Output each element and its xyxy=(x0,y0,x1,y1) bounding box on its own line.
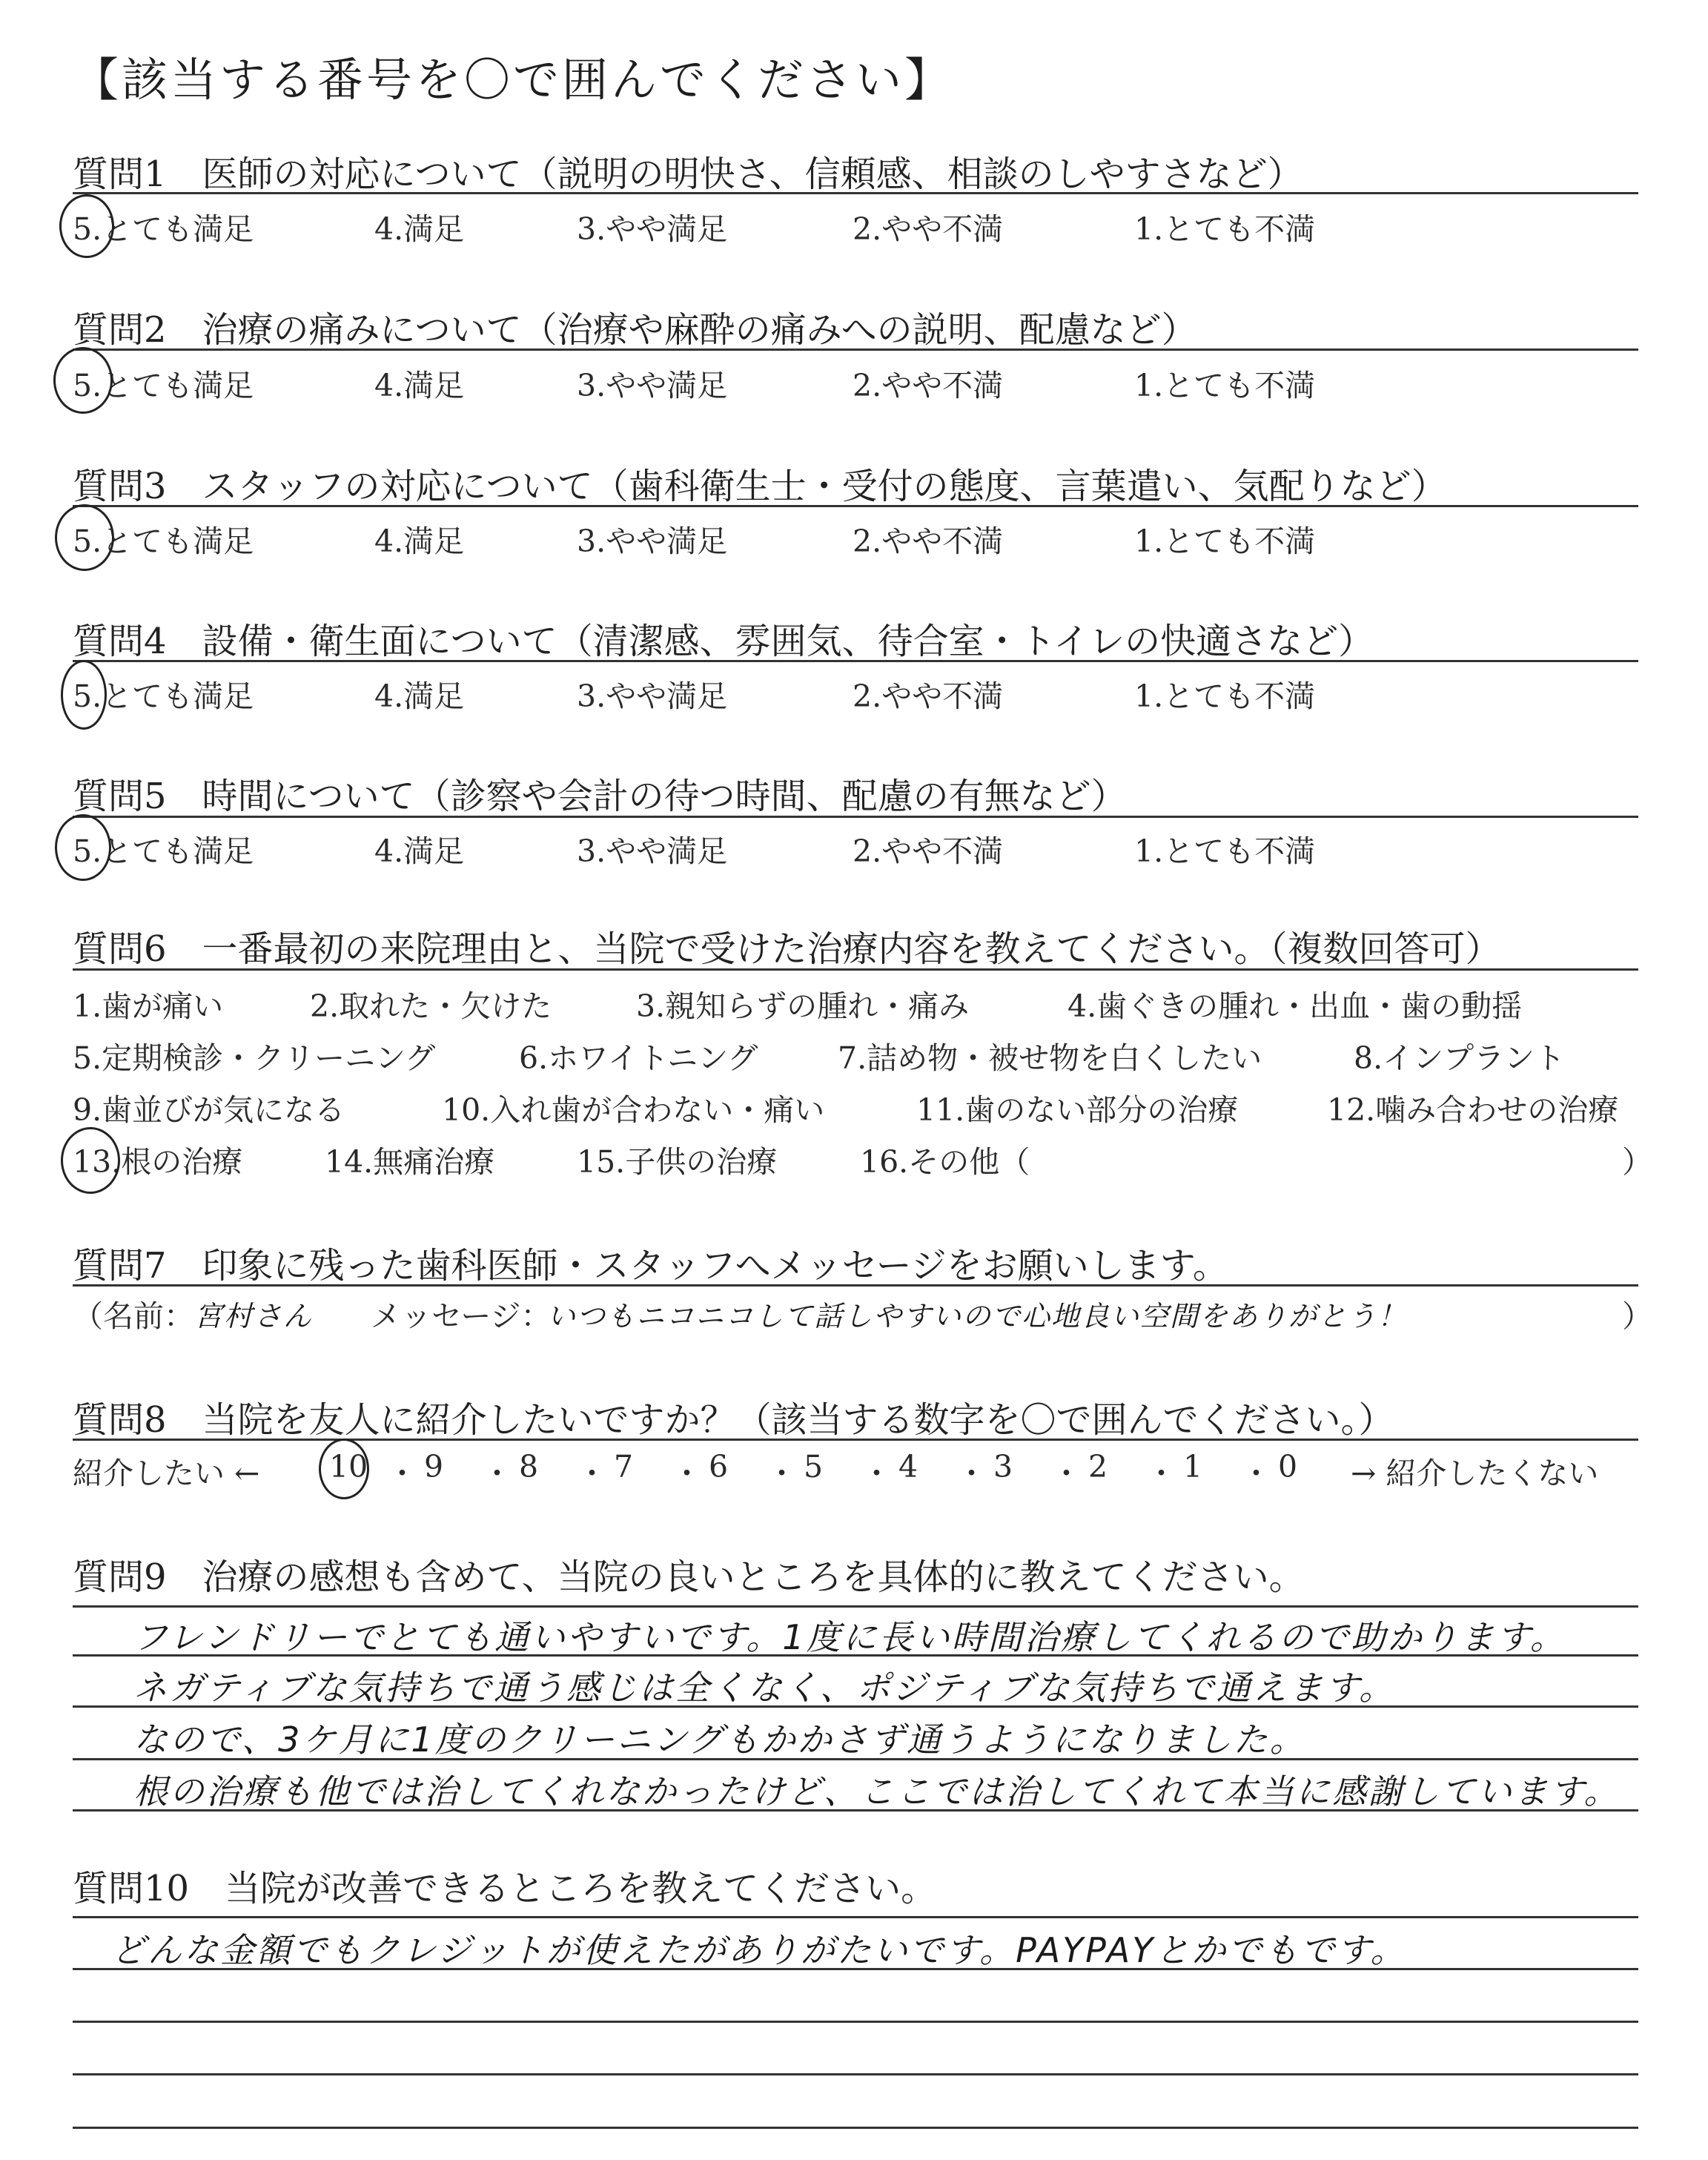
q1-selected-circle xyxy=(59,194,114,258)
q6-option-4[interactable]: 4.歯ぐきの腫れ・出血・歯の動揺 xyxy=(1068,988,1523,1024)
q8-scale-value-3[interactable]: 3 xyxy=(993,1449,1013,1484)
q2-option-4[interactable]: 4.満足 xyxy=(374,368,465,403)
q6-option-1[interactable]: 1.歯が痛い xyxy=(73,988,224,1024)
q7-name-label: （名前： xyxy=(73,1298,194,1334)
question-10-title: 質問10 当院が改善できるところを教えてください。 xyxy=(73,1868,937,1909)
q8-scale-value-2[interactable]: 2 xyxy=(1088,1449,1108,1484)
q8-scale-separator: ・ xyxy=(956,1456,987,1491)
q9-answer-line-4[interactable]: 根の治療も他では治してくれなかったけど、ここでは治してくれて本当に感謝しています。 xyxy=(133,1771,1621,1811)
question-5-title: 質問5 時間について（診察や会計の待つ時間、配慮の有無など） xyxy=(73,776,1127,817)
q8-right-label: → 紹介したくない xyxy=(1351,1456,1599,1491)
q3-option-1[interactable]: 1.とても不満 xyxy=(1134,524,1316,559)
q6-option-14[interactable]: 14.無痛治療 xyxy=(325,1144,495,1180)
q6-option-11[interactable]: 11.歯のない部分の治療 xyxy=(916,1092,1239,1128)
q10-rule-0 xyxy=(73,1916,1638,1918)
q2-option-5[interactable]: 5.とても満足 xyxy=(73,368,254,403)
q4-selected-circle xyxy=(61,660,107,730)
q5-selected-circle xyxy=(55,814,111,881)
q8-scale-separator: ・ xyxy=(1051,1456,1082,1491)
q1-option-1[interactable]: 1.とても不満 xyxy=(1134,211,1316,247)
q6-option-10[interactable]: 10.入れ歯が合わない・痛い xyxy=(442,1092,825,1128)
q6-option-8[interactable]: 8.インプラント xyxy=(1354,1040,1566,1076)
q5-option-5[interactable]: 5.とても満足 xyxy=(73,833,254,869)
q6-option-2[interactable]: 2.取れた・欠けた xyxy=(310,988,552,1024)
q3-option-3[interactable]: 3.やや満足 xyxy=(577,524,728,559)
q8-left-label: 紹介したい ← xyxy=(73,1456,260,1491)
q3-option-2[interactable]: 2.やや不満 xyxy=(853,524,1004,559)
q6-option-12[interactable]: 12.噛み合わせの治療 xyxy=(1327,1092,1619,1128)
question-4-title: 質問4 設備・衛生面について（清潔感、雰囲気、待合室・トイレの快適さなど） xyxy=(73,621,1374,662)
question-7-rule xyxy=(73,1284,1638,1287)
q9-answer-line-1[interactable]: フレンドリーでとても通いやすいです。1度に長い時間治療してくれるので助かります。 xyxy=(133,1617,1566,1657)
question-5-rule xyxy=(73,816,1638,818)
q8-scale-value-7[interactable]: 7 xyxy=(614,1449,634,1484)
q4-option-3[interactable]: 3.やや満足 xyxy=(577,678,728,714)
q8-scale-separator: ・ xyxy=(577,1456,607,1491)
page-header: 【該当する番号を〇で囲んでください】 xyxy=(73,53,954,107)
q5-option-2[interactable]: 2.やや不満 xyxy=(853,833,1004,869)
q6-option-15[interactable]: 15.子供の治療 xyxy=(577,1144,778,1180)
q2-option-1[interactable]: 1.とても不満 xyxy=(1134,368,1316,403)
q7-close-paren: ） xyxy=(1622,1298,1652,1334)
q8-scale-separator: ・ xyxy=(1241,1456,1271,1491)
q9-answer-line-3[interactable]: なので、3ケ月に1度のクリーニングもかかさず通うようになりました。 xyxy=(133,1720,1306,1760)
q7-message-handwritten[interactable]: いつもニコニコして話しやすいので心地良い空間をありがとう！ xyxy=(547,1300,1408,1332)
question-8-title: 質問8 当院を友人に紹介したいですか？（該当する数字を〇で囲んでください。） xyxy=(73,1399,1394,1441)
q8-scale-separator: ・ xyxy=(387,1456,417,1491)
q7-name-handwritten[interactable]: 宮村さん xyxy=(194,1300,314,1332)
question-2-title: 質問2 治療の痛みについて（治療や麻酔の痛みへの説明、配慮など） xyxy=(73,309,1197,351)
q8-scale-value-5[interactable]: 5 xyxy=(804,1449,824,1484)
q4-option-2[interactable]: 2.やや不満 xyxy=(853,678,1004,714)
q6-other-close-paren: ） xyxy=(1622,1144,1652,1180)
q8-selected-circle xyxy=(319,1439,369,1499)
question-6-rule xyxy=(73,968,1638,971)
q8-scale-value-0[interactable]: 0 xyxy=(1278,1449,1298,1484)
q5-option-1[interactable]: 1.とても不満 xyxy=(1134,833,1316,869)
question-3-title: 質問3 スタッフの対応について（歯科衛生士・受付の態度、言葉遣い、気配りなど） xyxy=(73,466,1447,507)
q4-option-5[interactable]: 5.とても満足 xyxy=(73,678,254,714)
q6-option-5[interactable]: 5.定期検診・クリーニング xyxy=(73,1040,436,1076)
q8-scale-value-1[interactable]: 1 xyxy=(1183,1449,1203,1484)
question-2-rule xyxy=(73,349,1638,351)
q1-option-4[interactable]: 4.満足 xyxy=(374,211,465,247)
q6-option-13[interactable]: 13.根の治療 xyxy=(73,1144,243,1180)
q10-rule-4 xyxy=(73,2127,1638,2129)
q5-option-3[interactable]: 3.やや満足 xyxy=(577,833,728,869)
q2-selected-circle xyxy=(53,347,113,414)
question-3-rule xyxy=(73,505,1638,507)
q8-scale-separator: ・ xyxy=(861,1456,892,1491)
q8-scale-separator: ・ xyxy=(767,1456,797,1491)
question-6-title: 質問6 一番最初の来院理由と、当院で受けた治療内容を教えてください。（複数回答可） xyxy=(73,928,1501,970)
q6-option-6[interactable]: 6.ホワイトニング xyxy=(519,1040,758,1076)
q3-option-4[interactable]: 4.満足 xyxy=(374,524,465,559)
question-7-title: 質問7 印象に残った歯科医師・スタッフへメッセージをお願いします。 xyxy=(73,1245,1228,1287)
q6-option-16[interactable]: 16.その他（ xyxy=(860,1144,1030,1180)
q4-option-4[interactable]: 4.満足 xyxy=(374,678,465,714)
q8-scale-separator: ・ xyxy=(672,1456,702,1491)
q7-message-label: メッセージ： xyxy=(371,1298,552,1334)
q10-answer-line-1[interactable]: どんな金額でもクレジットが使えたがありがたいです。PAYPAYとかでもです。 xyxy=(111,1930,1407,1970)
q8-scale-separator: ・ xyxy=(1146,1456,1176,1491)
question-8-rule xyxy=(73,1439,1638,1441)
q3-option-5[interactable]: 5.とても満足 xyxy=(73,524,254,559)
question-9-title: 質問9 治療の感想も含めて、当院の良いところを具体的に教えてください。 xyxy=(73,1556,1305,1598)
q8-scale-value-4[interactable]: 4 xyxy=(898,1449,918,1484)
q6-option-3[interactable]: 3.親知らずの腫れ・痛み xyxy=(636,988,970,1024)
q6-selected-circle xyxy=(61,1127,120,1194)
q8-scale-value-10[interactable]: 10 xyxy=(329,1449,368,1484)
q5-option-4[interactable]: 4.満足 xyxy=(374,833,465,869)
question-1-rule xyxy=(73,192,1638,194)
q1-option-2[interactable]: 2.やや不満 xyxy=(853,211,1004,247)
q10-rule-3 xyxy=(73,2073,1638,2075)
q8-scale-value-6[interactable]: 6 xyxy=(709,1449,729,1484)
q1-option-3[interactable]: 3.やや満足 xyxy=(577,211,728,247)
question-1-title: 質問1 医師の対応について（説明の明快さ、信頼感、相談のしやすさなど） xyxy=(73,153,1303,195)
q2-option-2[interactable]: 2.やや不満 xyxy=(853,368,1004,403)
q9-rule-0 xyxy=(73,1605,1638,1608)
q6-option-9[interactable]: 9.歯並びが気になる xyxy=(73,1092,345,1128)
q2-option-3[interactable]: 3.やや満足 xyxy=(577,368,728,403)
q8-scale-value-8[interactable]: 8 xyxy=(519,1449,539,1484)
q9-answer-line-2[interactable]: ネガティブな気持ちで通う感じは全くなく、ポジティブな気持ちで通えます。 xyxy=(133,1668,1396,1708)
q6-option-7[interactable]: 7.詰め物・被せ物を白くしたい xyxy=(838,1040,1262,1076)
q1-option-5[interactable]: 5.とても満足 xyxy=(73,211,254,247)
q4-option-1[interactable]: 1.とても不満 xyxy=(1134,678,1316,714)
q8-scale-separator: ・ xyxy=(482,1456,512,1491)
question-4-rule xyxy=(73,660,1638,662)
q3-selected-circle xyxy=(55,504,114,571)
q8-scale-value-9[interactable]: 9 xyxy=(424,1449,444,1484)
q10-rule-2 xyxy=(73,2021,1638,2023)
